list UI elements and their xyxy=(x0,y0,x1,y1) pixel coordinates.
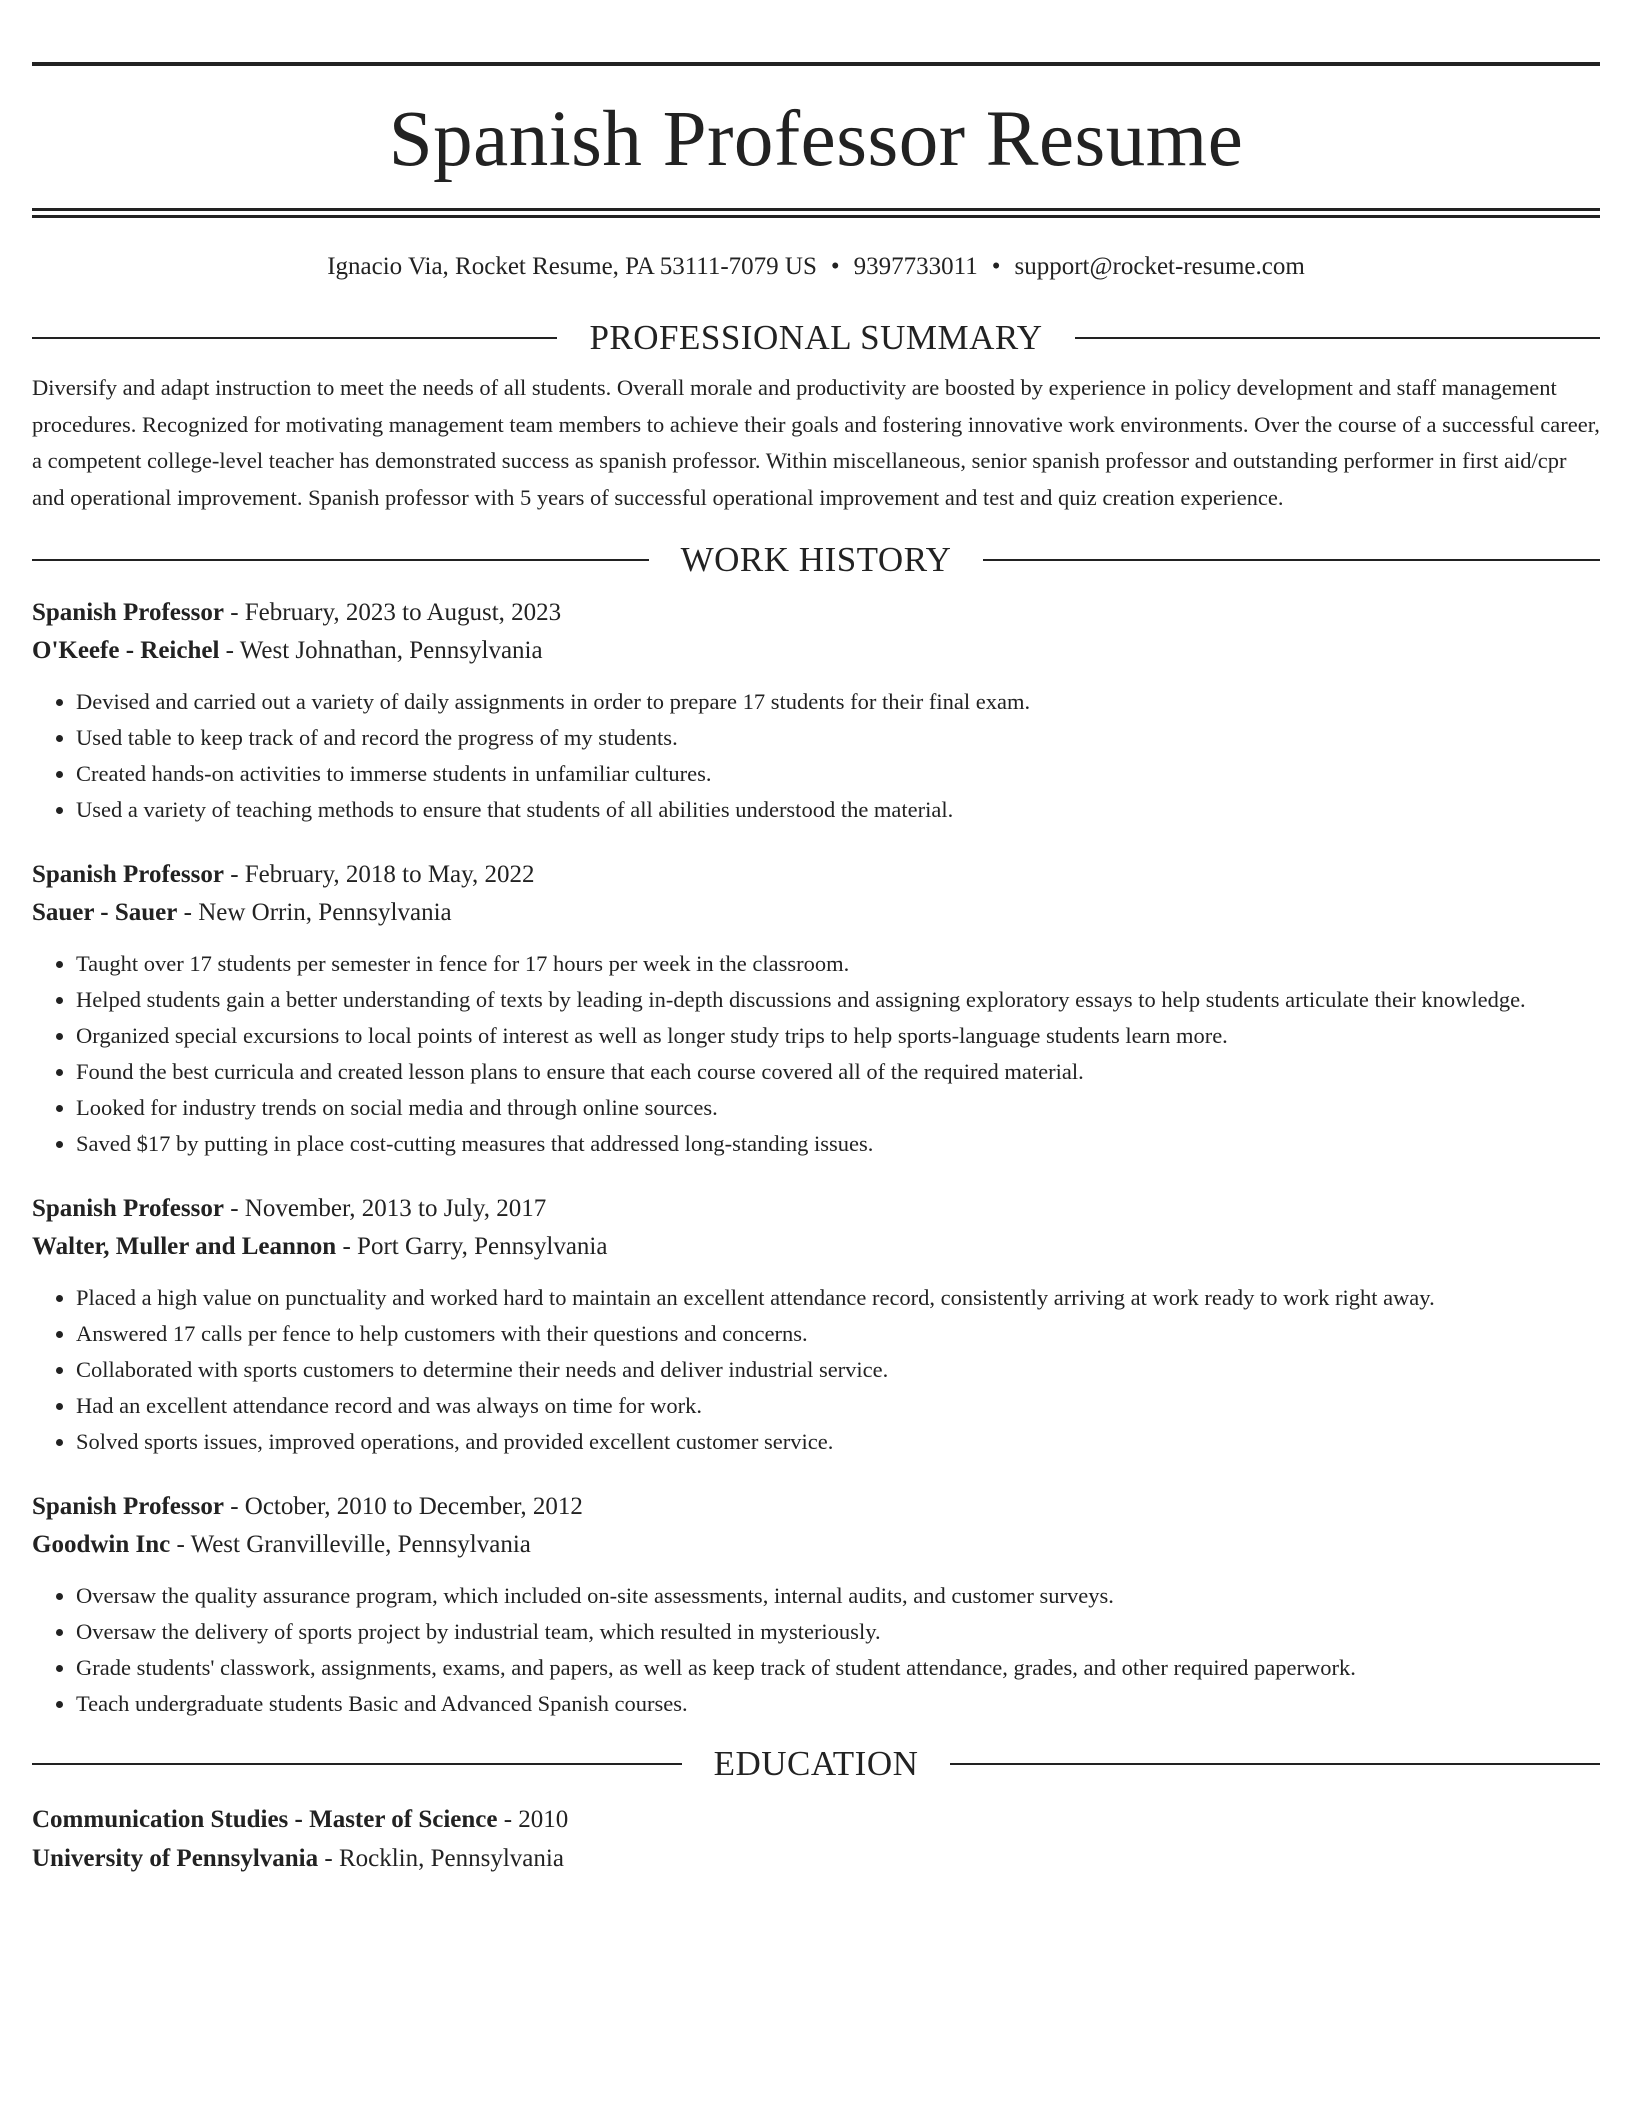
section-rule xyxy=(32,1763,682,1765)
job-bullet: • Saved $17 by putting in place cost-cutting measures that addressed long-standing issues. xyxy=(76,1126,1600,1162)
job-location: - New Orrin, Pennsylvania xyxy=(177,899,452,926)
job-title: Spanish Professor xyxy=(32,1493,224,1520)
job-title-line xyxy=(32,594,1600,632)
contact-separator: • xyxy=(830,253,840,280)
job-bullet: • Had an excellent attendance record and was always on time for work. xyxy=(76,1388,1600,1424)
section-heading-education xyxy=(32,1742,1600,1786)
contact-line xyxy=(32,250,1600,284)
job-bullet: • Answered 17 calls per fence to help customers with their questions and concerns. xyxy=(76,1316,1600,1352)
section-title: EDUCATION xyxy=(713,1744,919,1783)
job-bullet: • Oversaw the quality assurance program, which included on-site assessments, internal audits, and customer surveys. xyxy=(76,1578,1600,1614)
job-location: - Port Garry, Pennsylvania xyxy=(336,1233,608,1260)
title-double-rule xyxy=(32,208,1600,218)
work-history-list xyxy=(32,594,1600,1722)
job-title: Spanish Professor xyxy=(32,599,224,626)
job-bullet-list xyxy=(32,684,1600,828)
section-heading-work xyxy=(32,538,1600,582)
contact-phone: 9397733011 xyxy=(853,253,978,280)
section-heading-summary xyxy=(32,316,1600,360)
resume-page xyxy=(32,0,1600,1878)
section-rule xyxy=(983,559,1600,561)
job-entry xyxy=(32,856,1600,1162)
section-rule xyxy=(950,1763,1600,1765)
job-bullet: • Organized special excursions to local points of interest as well as longer study trips to help sports-language students learn more. xyxy=(76,1018,1600,1054)
education-location: - Rocklin, Pennsylvania xyxy=(318,1845,564,1872)
top-rule xyxy=(32,62,1600,66)
job-company-line xyxy=(32,1228,1600,1266)
section-title: PROFESSIONAL SUMMARY xyxy=(589,318,1043,357)
education-entry xyxy=(32,1800,1600,1878)
job-bullet: • Solved sports issues, improved operations, and provided excellent customer service. xyxy=(76,1424,1600,1460)
job-company-line xyxy=(32,894,1600,932)
job-bullet: • Looked for industry trends on social media and through online sources. xyxy=(76,1090,1600,1126)
job-bullet: • Used table to keep track of and record the progress of my students. xyxy=(76,720,1600,756)
job-location: - West Johnathan, Pennsylvania xyxy=(219,637,543,664)
job-company: O'Keefe - Reichel xyxy=(32,637,220,664)
job-bullet: • Created hands-on activities to immerse students in unfamiliar cultures. xyxy=(76,756,1600,792)
section-rule xyxy=(32,337,557,339)
job-bullet: • Teach undergraduate students Basic and Advanced Spanish courses. xyxy=(76,1686,1600,1722)
job-bullet: • Grade students' classwork, assignments, exams, and papers, as well as keep track of student attendance, grades, and other required paperwork. xyxy=(76,1650,1600,1686)
job-company-line xyxy=(32,632,1600,670)
job-bullet: • Collaborated with sports customers to determine their needs and deliver industrial service. xyxy=(76,1352,1600,1388)
job-dates: - February, 2018 to May, 2022 xyxy=(223,861,535,888)
job-dates: - February, 2023 to August, 2023 xyxy=(223,599,562,626)
job-bullet: • Devised and carried out a variety of daily assignments in order to prepare 17 students for their final exam. xyxy=(76,684,1600,720)
education-school-line xyxy=(32,1839,1600,1878)
education-degree: Communication Studies - Master of Science xyxy=(32,1806,498,1833)
job-dates: - November, 2013 to July, 2017 xyxy=(223,1195,547,1222)
section-rule xyxy=(32,559,649,561)
job-title: Spanish Professor xyxy=(32,1195,224,1222)
job-company: Walter, Muller and Leannon xyxy=(32,1233,337,1260)
education-degree-line xyxy=(32,1800,1600,1839)
job-company-line xyxy=(32,1526,1600,1564)
job-company: Sauer - Sauer xyxy=(32,899,178,926)
job-title-line xyxy=(32,856,1600,894)
job-dates: - October, 2010 to December, 2012 xyxy=(223,1493,583,1520)
education-year: - 2010 xyxy=(497,1806,569,1833)
section-rule xyxy=(1075,337,1600,339)
job-title-line xyxy=(32,1488,1600,1526)
job-title-line xyxy=(32,1190,1600,1228)
education-school: University of Pennsylvania xyxy=(32,1845,319,1872)
job-entry xyxy=(32,594,1600,828)
job-bullet: • Used a variety of teaching methods to ensure that students of all abilities understood the material. xyxy=(76,792,1600,828)
job-bullet: • Found the best curricula and created lesson plans to ensure that each course covered all of the required material. xyxy=(76,1054,1600,1090)
job-bullet-list xyxy=(32,946,1600,1162)
job-bullet: • Placed a high value on punctuality and worked hard to maintain an excellent attendance record, consistently arriving at work ready to work right away. xyxy=(76,1280,1600,1316)
job-bullet: • Taught over 17 students per semester in fence for 17 hours per week in the classroom. xyxy=(76,946,1600,982)
job-bullet-list xyxy=(32,1280,1600,1460)
page-title: Spanish Professor Resume xyxy=(388,96,1244,183)
job-bullet-list xyxy=(32,1578,1600,1722)
section-title: WORK HISTORY xyxy=(680,540,952,579)
summary-paragraph: Diversify and adapt instruction to meet the needs of all students. Overall morale and productivity are boosted by experience in policy development and staff management procedures. Recognized for motivating management team members to achieve their goals and fostering innovative work environments. Over the course of a successful career, a competent college-level teacher has demonstrated success as spanish professor. Within miscellaneous, senior spanish professor and outstanding performer in first aid/cpr and operational improvement. Spanish professor with 5 years of successful operational improvement and test and quiz creation experience. xyxy=(32,375,1600,510)
contact-email: support@rocket-resume.com xyxy=(1014,253,1305,280)
job-entry xyxy=(32,1190,1600,1460)
job-company: Goodwin Inc xyxy=(32,1531,171,1558)
job-location: - West Granvilleville, Pennsylvania xyxy=(170,1531,531,1558)
contact-address: Ignacio Via, Rocket Resume, PA 53111-7079 US xyxy=(327,253,817,280)
job-bullet: • Oversaw the delivery of sports project by industrial team, which resulted in mysteriously. xyxy=(76,1614,1600,1650)
contact-separator: • xyxy=(991,253,1001,280)
job-title: Spanish Professor xyxy=(32,861,224,888)
job-entry xyxy=(32,1488,1600,1722)
job-bullet: • Helped students gain a better understanding of texts by leading in-depth discussions and assigning exploratory essays to help students articulate their knowledge. xyxy=(76,982,1600,1018)
